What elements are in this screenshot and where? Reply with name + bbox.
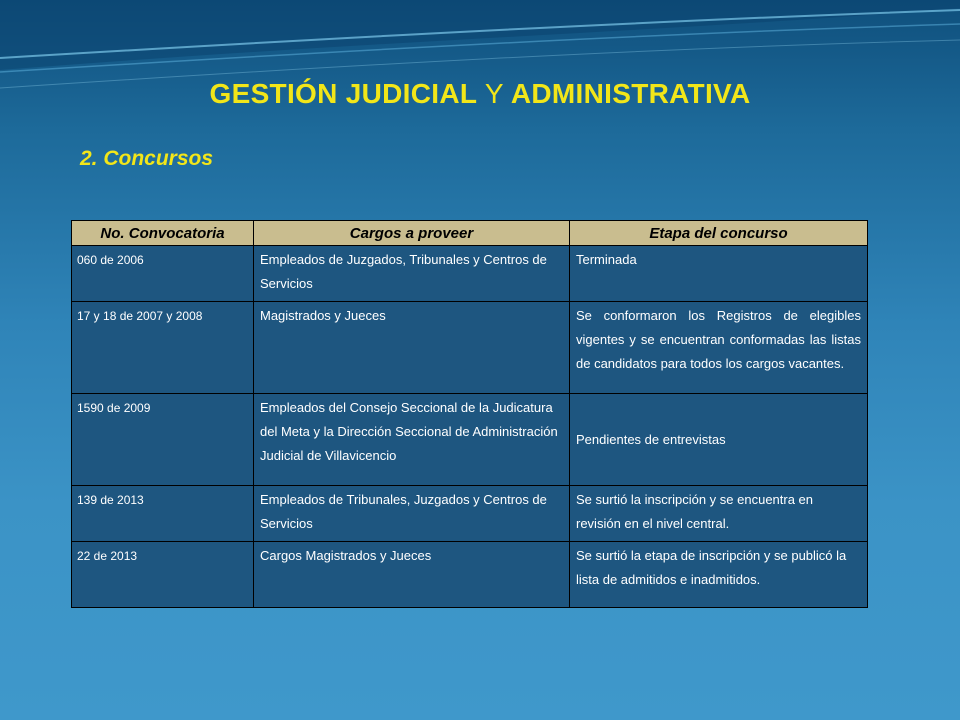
cell-cargos: Cargos Magistrados y Jueces [254,542,570,608]
page-title [0,78,960,110]
cell-cargos: Empleados de Tribunales, Juzgados y Centros de Servicios [254,486,570,542]
cell-etapa: Se surtió la inscripción y se encuentra en revisión en el nivel central. [570,486,868,542]
cell-convocatoria: 139 de 2013 [72,486,254,542]
cell-etapa: Se surtió la etapa de inscripción y se publicó la lista de admitidos e inadmitidos. [570,542,868,608]
cell-etapa: Se conformaron los Registros de elegibles vigentes y se encuentran conformadas las listas de candidatos para todos los cargos vacantes. [570,302,868,394]
cell-convocatoria: 17 y 18 de 2007 y 2008 [72,302,254,394]
section-subtitle: 2. Concursos [80,147,214,170]
column-header-etapa: Etapa del concurso [570,221,868,246]
cell-etapa: Pendientes de entrevistas [570,394,868,486]
cell-convocatoria: 1590 de 2009 [72,394,254,486]
header-swoosh-decoration [0,0,960,140]
cell-cargos: Empleados del Consejo Seccional de la Judicatura del Meta y la Dirección Seccional de Administración Judicial de Villavicencio [254,394,570,486]
table-row [72,302,868,394]
table-row [72,394,868,486]
table-header-row [72,221,868,246]
cell-cargos: Empleados de Juzgados, Tribunales y Centros de Servicios [254,246,570,302]
title-part-3: ADMINISTRATIVA [510,78,751,109]
cell-convocatoria: 060 de 2006 [72,246,254,302]
title-part-1: GESTIÓN JUDICIAL [209,78,477,109]
cell-etapa: Terminada [570,246,868,302]
column-header-convocatoria: No. Convocatoria [72,221,254,246]
table-row [72,486,868,542]
title-part-2: Y [484,78,504,109]
concursos-table [71,220,868,608]
column-header-cargos: Cargos a proveer [254,221,570,246]
table-row [72,542,868,608]
cell-cargos: Magistrados y Jueces [254,302,570,394]
cell-convocatoria: 22 de 2013 [72,542,254,608]
table-row [72,246,868,302]
